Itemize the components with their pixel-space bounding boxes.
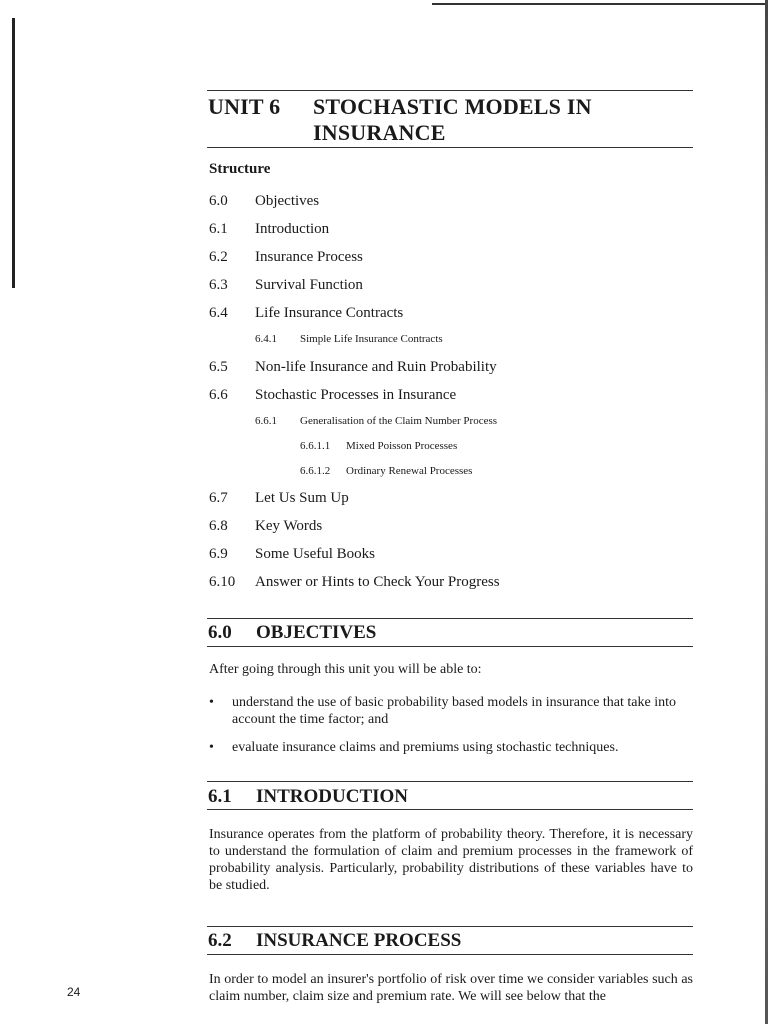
introduction-text: Insurance operates from the platform of probability theory. Therefore, it is necessary to understand the formulation of claim and premium processes in the framework of probability analysis. Particularly, probability distributions of these variables have to be studied. [209, 827, 693, 893]
section-heading-introduction [208, 786, 408, 808]
toc-label: Non-life Insurance and Ruin Probability [255, 359, 497, 375]
unit-title-line2: INSURANCE [313, 120, 446, 145]
objective-bullet [209, 739, 693, 756]
toc-item [209, 276, 363, 294]
toc-number: 6.1 [209, 221, 228, 237]
toc-item [209, 386, 456, 404]
section-bottom-rule [207, 809, 693, 810]
toc-item [209, 248, 363, 266]
unit-title [208, 94, 592, 146]
section-heading-insurance-process [208, 930, 461, 952]
toc-subitem [300, 439, 457, 453]
toc-number: 6.8 [209, 518, 228, 534]
toc-subitem [255, 332, 443, 346]
bullet-glyph: • [209, 740, 214, 755]
toc-label: Objectives [255, 193, 320, 209]
objective-bullet [209, 694, 693, 728]
scan-edge-left [12, 18, 15, 288]
unit-number: UNIT 6 [208, 94, 281, 119]
section-top-rule [207, 926, 693, 927]
bullet-glyph: • [209, 695, 214, 710]
toc-subitem [255, 414, 497, 428]
toc-label: Survival Function [255, 277, 363, 293]
section-bottom-rule [207, 954, 693, 955]
section-title: INTRODUCTION [256, 786, 409, 807]
toc-label: Generalisation of the Claim Number Process [300, 415, 498, 427]
section-top-rule [207, 781, 693, 782]
section-bottom-rule [207, 646, 693, 647]
toc-item [209, 517, 322, 535]
toc-label: Stochastic Processes in Insurance [255, 387, 457, 403]
toc-number: 6.6 [209, 387, 228, 403]
toc-number: 6.0 [209, 193, 228, 209]
unit-title-line1: STOCHASTIC MODELS IN [313, 94, 592, 119]
toc-label: Simple Life Insurance Contracts [300, 333, 443, 345]
section-title: INSURANCE PROCESS [256, 930, 462, 951]
toc-number: 6.2 [209, 249, 228, 265]
toc-item [209, 304, 403, 322]
toc-label: Let Us Sum Up [255, 490, 349, 506]
toc-label: Answer or Hints to Check Your Progress [255, 574, 500, 590]
section-heading-objectives [208, 622, 376, 644]
toc-number: 6.10 [209, 574, 236, 590]
toc-label: Some Useful Books [255, 546, 375, 562]
toc-number: 6.6.1.2 [300, 465, 331, 477]
section-number: 6.2 [208, 930, 232, 951]
toc-number: 6.6.1.1 [300, 440, 331, 452]
section-top-rule [207, 618, 693, 619]
toc-label: Introduction [255, 221, 330, 237]
toc-item [209, 489, 349, 507]
toc-label: Insurance Process [255, 249, 363, 265]
bullet-text: understand the use of basic probability based models in insurance that take into account the time factor; and [232, 695, 676, 727]
page-number: 24 [67, 985, 81, 999]
toc-item [209, 545, 375, 563]
toc-number: 6.4.1 [255, 333, 277, 345]
bullet-text: evaluate insurance claims and premiums using stochastic techniques. [232, 740, 619, 755]
insurance-process-text: In order to model an insurer's portfolio of risk over time we consider variables such as claim number, claim size and premium rate. We will see below that the [209, 972, 693, 1004]
section-title: OBJECTIVES [256, 622, 377, 643]
toc-item [209, 573, 500, 591]
toc-number: 6.9 [209, 546, 228, 562]
scan-edge-top [432, 3, 768, 5]
toc-label: Mixed Poisson Processes [346, 440, 458, 452]
toc-item [209, 358, 497, 376]
toc-item [209, 220, 329, 238]
objectives-intro: After going through this unit you will be able to: [209, 662, 482, 677]
toc-label: Key Words [255, 518, 323, 534]
toc-subitem [300, 464, 472, 478]
toc-item [209, 192, 319, 210]
toc-label: Life Insurance Contracts [255, 305, 404, 321]
toc-number: 6.5 [209, 359, 228, 375]
structure-heading: Structure [209, 161, 271, 177]
toc-label: Ordinary Renewal Processes [346, 465, 473, 477]
title-bottom-rule [207, 147, 693, 148]
toc-number: 6.3 [209, 277, 228, 293]
toc-number: 6.4 [209, 305, 228, 321]
toc-number: 6.7 [209, 490, 228, 506]
section-number: 6.0 [208, 622, 232, 643]
section-number: 6.1 [208, 786, 232, 807]
title-top-rule [207, 90, 693, 91]
toc-number: 6.6.1 [255, 415, 277, 427]
